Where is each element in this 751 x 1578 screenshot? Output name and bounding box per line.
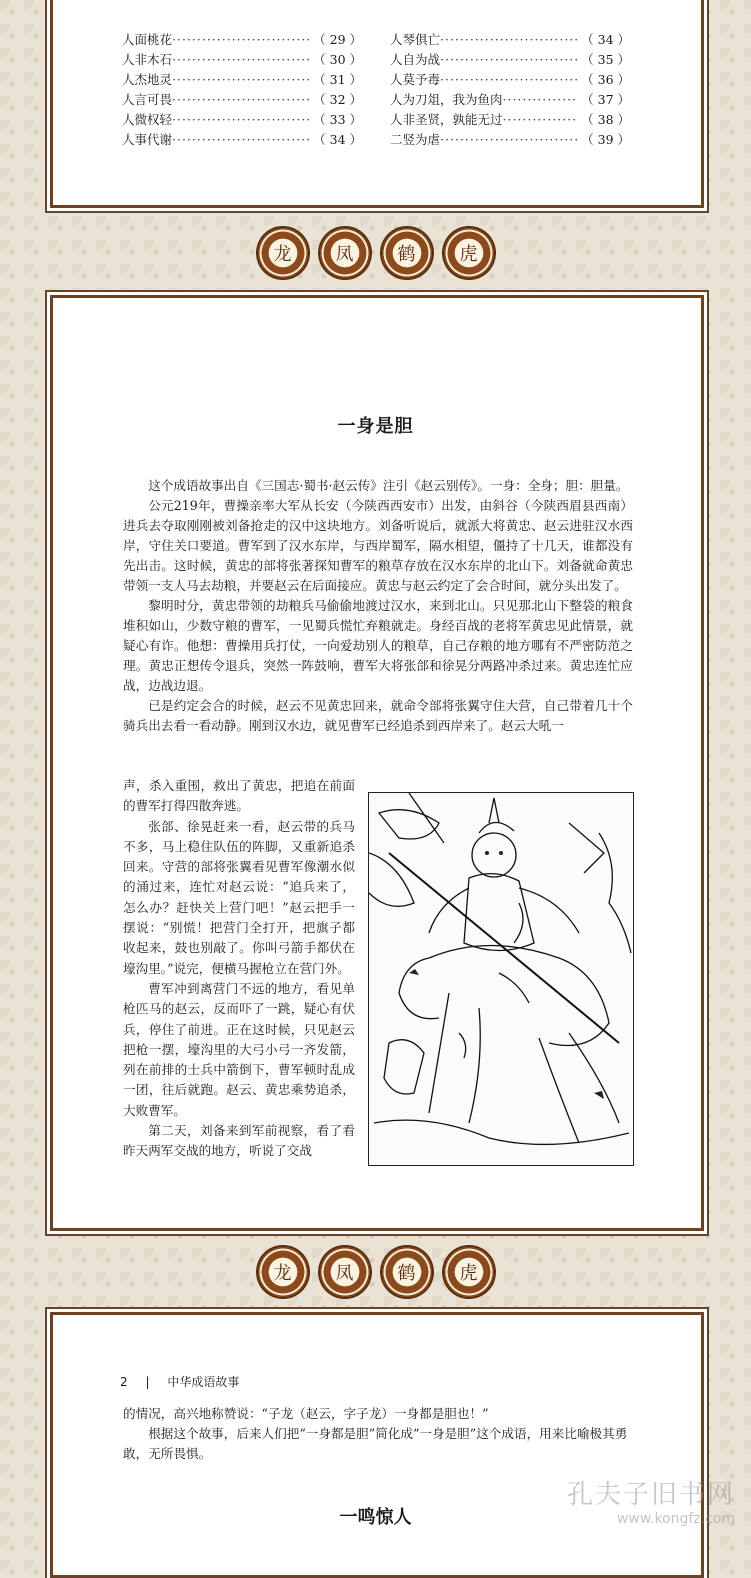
toc-leader-dots bbox=[172, 90, 309, 110]
toc-entry-title: 人非木石 bbox=[122, 52, 173, 67]
medallion-glyph: 龙 bbox=[273, 244, 292, 265]
toc-entry-page: （ 34 ） bbox=[313, 132, 362, 147]
toc-entry-title: 人微权轻 bbox=[122, 112, 173, 127]
toc-entry-page: （ 33 ） bbox=[313, 112, 362, 127]
article-paragraph: 已是约定会合的时候，赵云不见黄忠回来，就命令部将张翼守住大营，自己带着几十个骑兵出去看一看动静。刚到汉水边，就见曹军已经追杀到西岸来了。赵云大吼一 bbox=[123, 698, 633, 733]
toc-entry-title: 人非圣贤，孰能无过 bbox=[390, 112, 503, 127]
toc-entry-title: 二竖为虐 bbox=[390, 132, 441, 147]
medal-row-bottom bbox=[0, 1247, 751, 1307]
medallion-glyph: 鹤 bbox=[397, 244, 416, 265]
toc-entry-title: 人面桃花 bbox=[122, 32, 173, 47]
warrior-on-horse-drawing bbox=[369, 793, 633, 1165]
toc-leader-dots bbox=[440, 130, 577, 150]
toc-entry-page: （ 35 ） bbox=[581, 52, 630, 67]
toc-entry bbox=[122, 70, 362, 90]
toc-leader-dots bbox=[172, 30, 309, 50]
toc-entry-title: 人为刀俎，我为鱼肉 bbox=[390, 92, 503, 107]
article-paragraph: 这个成语故事出自《三国志·蜀书·赵云传》注引《赵云别传》。一身：全身；胆：胆量。 bbox=[148, 478, 629, 493]
watermark-url: www.kongfz.com bbox=[616, 1511, 735, 1527]
toc-right-column bbox=[390, 30, 630, 150]
page2-paragraph: 根据这个故事，后来人们把“一身都是胆”简化成“一身是胆”这个成语，用来比喻极其勇敢，无所畏惧。 bbox=[123, 1426, 628, 1461]
decorative-medallion-icon bbox=[258, 228, 308, 278]
toc-entry-title: 人杰地灵 bbox=[122, 72, 173, 87]
page2-body bbox=[123, 1404, 633, 1464]
watermark bbox=[565, 1474, 735, 1527]
medallion-glyph: 凤 bbox=[335, 1263, 354, 1284]
header-separator: | bbox=[145, 1375, 150, 1389]
toc-leader-dots bbox=[172, 50, 309, 70]
toc-entry bbox=[390, 30, 630, 50]
toc-entry-title: 人自为战 bbox=[390, 52, 441, 67]
decorative-medallion-icon bbox=[320, 228, 370, 278]
toc-entry bbox=[390, 130, 630, 150]
toc-entry-page: （ 37 ） bbox=[581, 92, 630, 107]
toc-entry-page: （ 32 ） bbox=[313, 92, 362, 107]
toc-entry-page: （ 31 ） bbox=[313, 72, 362, 87]
medallion-glyph: 虎 bbox=[459, 244, 478, 265]
page-number: 2 bbox=[120, 1375, 128, 1389]
toc-leader-dots bbox=[440, 30, 577, 50]
article-paragraph: 公元219年，曹操亲率大军从长安（今陕西西安市）出发，由斜谷（今陕西眉县西南）进兵去夺取刚刚被刘备抢走的汉中这块地方。刘备听说后，就派大将黄忠、赵云进驻汉水西岸，守住关口要道。曹军到了汉水东岸，与西岸蜀军，隔水相望，僵持了十几天，谁都没有先出击。这时候，黄忠的部将张著探知曹军的粮草存放在汉水东岸的北山下。刘备就命黄忠带领一支人马去劫粮，并要赵云在后面接应。黄忠与赵云约定了会合时间，就分头出发了。 bbox=[123, 498, 633, 593]
book-title: 中华成语故事 bbox=[167, 1375, 240, 1389]
toc-entry bbox=[390, 50, 630, 70]
medal-row-top bbox=[0, 228, 751, 288]
decorative-medallion-icon bbox=[444, 228, 494, 278]
medallion-glyph: 凤 bbox=[335, 244, 354, 265]
toc-entry-page: （ 39 ） bbox=[581, 132, 630, 147]
article-column-paragraph: 张郃、徐晃赶来一看，赵云带的兵马不多，马上稳住队伍的阵脚，又重新追杀回来。守营的部将张翼看见曹军像潮水似的涌过来，连忙对赵云说：“追兵来了，怎么办？赶快关上营门吧！”赵云把手一摆说：“别慌！把营门全打开，把旗子都收起来，鼓也别敲了。你叫弓箭手都伏在壕沟里。”说完，便横马握枪立在营门外。 bbox=[123, 818, 355, 976]
decorative-medallion-icon bbox=[444, 1247, 494, 1297]
toc-entry-page: （ 38 ） bbox=[581, 112, 630, 127]
toc-leader-dots bbox=[172, 130, 309, 150]
article-paragraph: 黎明时分，黄忠带领的劫粮兵马偷偷地渡过汉水，来到北山。只见那北山下整袋的粮食堆积如山，少数守粮的曹军，一见蜀兵慌忙弃粮就走。身经百战的老将军黄忠见此情景，就疑心有诈。他想：曹操用兵打仗，一向爱劫别人的粮草，自己存粮的地方哪有不严密防范之理。黄忠正想传令退兵，突然一阵鼓响，曹军大将张郃和徐晃分两路冲杀过来。黄忠连忙应战，边战边退。 bbox=[123, 598, 633, 693]
toc-entry bbox=[390, 90, 630, 110]
next-article-title: 一鸣惊人 bbox=[339, 1507, 412, 1528]
toc-entry-title: 人莫予毒 bbox=[390, 72, 441, 87]
page2-paragraph: 的情况，高兴地称赞说：“子龙（赵云，字子龙）一身都是胆也！” bbox=[123, 1406, 489, 1421]
article-body bbox=[123, 476, 633, 736]
toc-entry-title: 人琴俱亡 bbox=[390, 32, 441, 47]
article-column-paragraph: 声，杀入重围，救出了黄忠，把追在前面的曹军打得四散奔逃。 bbox=[123, 778, 355, 814]
toc-entry bbox=[122, 110, 362, 130]
toc-entry bbox=[122, 50, 362, 70]
article-column-paragraph: 曹军冲到离营门不远的地方，看见单枪匹马的赵云，反而吓了一跳，疑心有伏兵，停住了前进。正在这时候，只见赵云把枪一摆，壕沟里的大弓小弓一齐发箭，列在前排的士兵中箭倒下，曹军顿时乱成一团，往后就跑。赵云、黄忠乘势追杀，大败曹军。 bbox=[123, 980, 355, 1118]
decorative-medallion-icon bbox=[382, 228, 432, 278]
toc-entry bbox=[122, 30, 362, 50]
toc-entry-title: 人言可畏 bbox=[122, 92, 173, 107]
running-header bbox=[120, 1373, 253, 1390]
toc-entry-page: （ 36 ） bbox=[581, 72, 630, 87]
toc-entry bbox=[390, 70, 630, 90]
medallion-glyph: 鹤 bbox=[397, 1263, 416, 1284]
medallion-glyph: 龙 bbox=[273, 1263, 292, 1284]
toc-leader-dots bbox=[503, 90, 578, 110]
toc-leader-dots bbox=[172, 110, 309, 130]
toc-entry-title: 人事代谢 bbox=[122, 132, 173, 147]
toc-entry bbox=[390, 110, 630, 130]
article-column-text bbox=[123, 776, 355, 1162]
toc-leader-dots bbox=[440, 70, 577, 90]
article-column-paragraph: 第二天，刘备来到军前视察，看了看昨天两军交战的地方，听说了交战 bbox=[123, 1123, 355, 1159]
watermark-text: 孔夫子旧书网 bbox=[566, 1480, 735, 1510]
toc-entry bbox=[122, 90, 362, 110]
toc-entry-page: （ 29 ） bbox=[313, 32, 362, 47]
toc-entry-page: （ 30 ） bbox=[313, 52, 362, 67]
toc-entry bbox=[122, 130, 362, 150]
decorative-medallion-icon bbox=[258, 1247, 308, 1297]
toc-leader-dots bbox=[172, 70, 309, 90]
article-title: 一身是胆 bbox=[337, 416, 414, 437]
medallion-glyph: 虎 bbox=[459, 1263, 478, 1284]
toc-leader-dots bbox=[503, 110, 578, 130]
zhao-yun-illustration bbox=[368, 792, 634, 1166]
decorative-medallion-icon bbox=[382, 1247, 432, 1297]
toc-left-column bbox=[122, 30, 362, 150]
toc-leader-dots bbox=[440, 50, 577, 70]
decorative-medallion-icon bbox=[320, 1247, 370, 1297]
toc-entry-page: （ 34 ） bbox=[581, 32, 630, 47]
